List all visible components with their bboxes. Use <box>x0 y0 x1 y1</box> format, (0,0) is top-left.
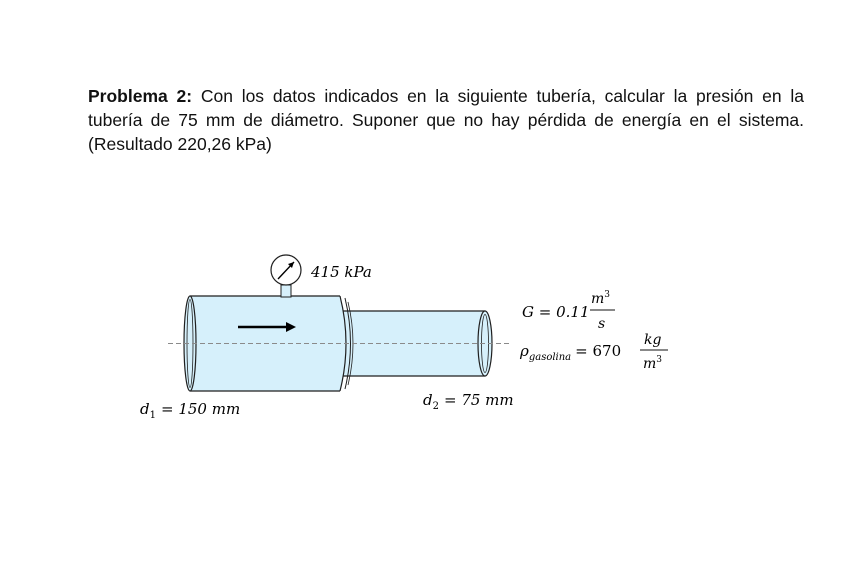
gauge-reading-label: 415 kPa <box>311 263 372 281</box>
flow-rate-lhs: G = 0.11 <box>522 303 590 321</box>
density-formula <box>519 332 668 372</box>
density-denominator: $m^3$ <box>643 355 663 372</box>
flow-rate-formula <box>522 290 615 332</box>
pressure-gauge-icon <box>271 255 301 297</box>
problem-text: Con los datos indicados en la siguiente tubería, calcular la presión en la tubería de 75 mm de diámetro. Suponer que no hay pérdida de energía en el sistema. (Resultado 220,26 kPa) <box>88 86 804 154</box>
problem-label: Problema 2: <box>88 86 193 106</box>
flow-rate-numerator: $m^3$ <box>591 290 611 307</box>
density-numerator: kg <box>644 332 662 348</box>
d1-label: $d_1 = 150$ mm <box>140 400 241 421</box>
flow-rate-denominator: s <box>598 316 606 332</box>
d2-label: $d_2 = 75$ mm <box>423 391 514 412</box>
density-lhs: $\rho_{gasolina} = 670$ <box>520 342 622 363</box>
